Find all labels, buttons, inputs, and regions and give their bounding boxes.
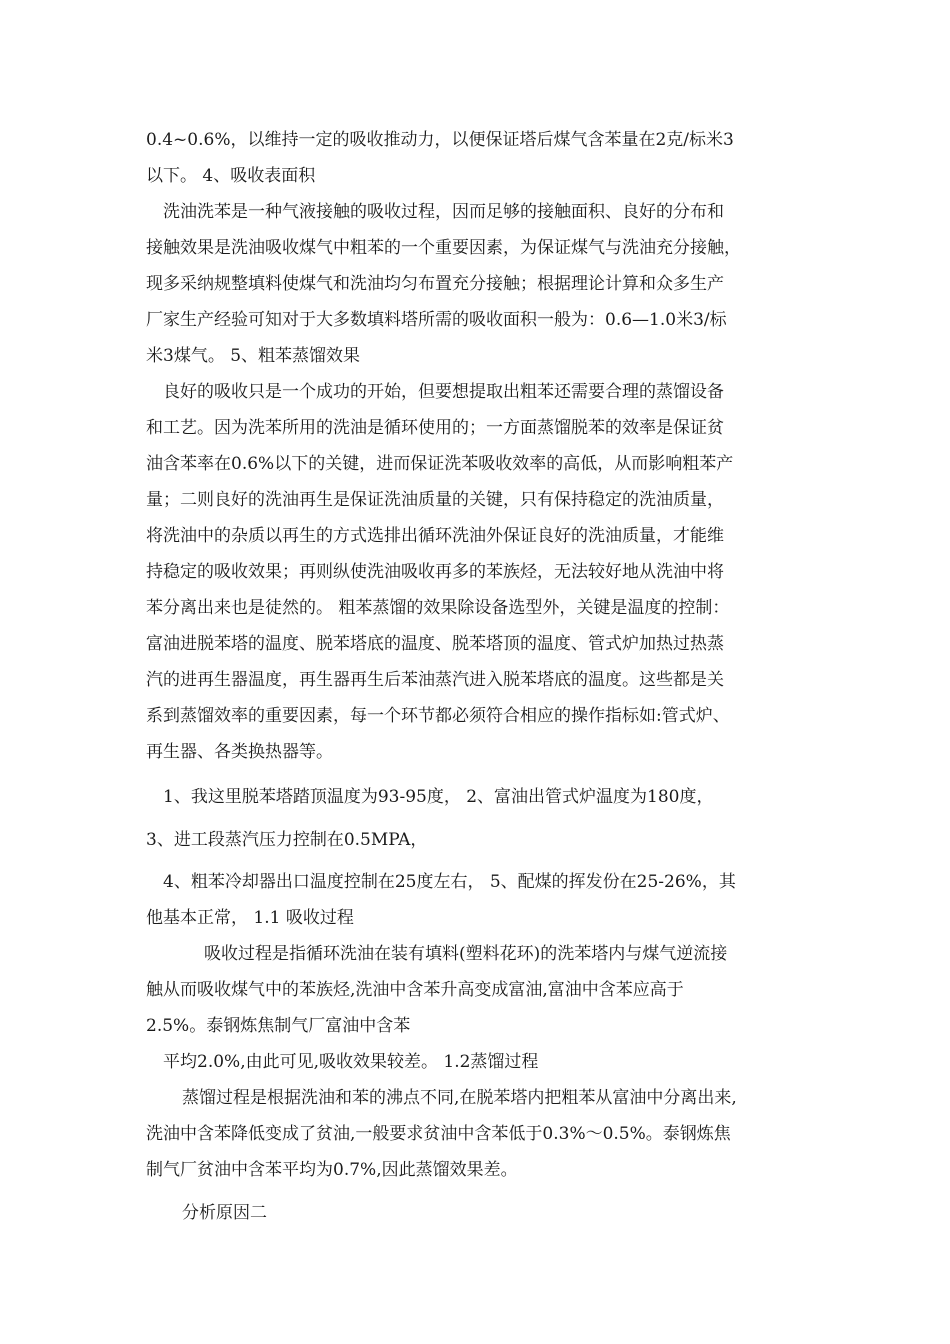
text-line: 洗油中含苯降低变成了贫油,一般要求贫油中含苯低于0.3%～0.5%。泰钢炼焦 <box>146 1124 731 1144</box>
text-line: 持稳定的吸收效果；再则纵使洗油吸收再多的苯族烃，无法较好地从洗油中将 <box>146 562 724 582</box>
text-line: 4、粗苯冷却器出口温度控制在25度左右， 5、配煤的挥发份在25-26%，其 <box>163 872 736 892</box>
text-line: 3、进工段蒸汽压力控制在0.5MPA， <box>146 830 428 850</box>
text-line: 接触效果是洗油吸收煤气中粗苯的一个重要因素，为保证煤气与洗油充分接触， <box>146 238 741 258</box>
text-line: 良好的吸收只是一个成功的开始，但要想提取出粗苯还需要合理的蒸馏设备 <box>163 382 724 402</box>
text-line: 平均2.0%,由此可见,吸收效果较差。 1.2蒸馏过程 <box>163 1052 539 1072</box>
text-line: 1、我这里脱苯塔踏顶温度为93-95度， 2、富油出管式炉温度为180度， <box>163 787 714 807</box>
text-line: 汽的进再生器温度，再生器再生后苯油蒸汽进入脱苯塔底的温度。这些都是关 <box>146 670 724 690</box>
text-line: 将洗油中的杂质以再生的方式选排出循环洗油外保证良好的洗油质量，才能维 <box>146 526 724 546</box>
text-line: 苯分离出来也是徒然的。 粗苯蒸馏的效果除设备选型外，关键是温度的控制： <box>146 598 730 618</box>
text-line: 2.5%。泰钢炼焦制气厂富油中含苯 <box>146 1016 411 1036</box>
text-line: 蒸馏过程是根据洗油和苯的沸点不同,在脱苯塔内把粗苯从富油中分离出来, <box>182 1088 737 1108</box>
text-line: 量；二则良好的洗油再生是保证洗油质量的关键，只有保持稳定的洗油质量， <box>146 490 724 510</box>
text-line: 厂家生产经验可知对于大多数填料塔所需的吸收面积一般为：0.6—1.0米3/标 <box>146 310 727 330</box>
text-line: 和工艺。因为洗苯所用的洗油是循环使用的；一方面蒸馏脱苯的效率是保证贫 <box>146 418 724 438</box>
text-line: 系到蒸馏效率的重要因素，每一个环节都必须符合相应的操作指标如:管式炉、 <box>146 706 730 726</box>
text-line: 洗油洗苯是一种气液接触的吸收过程，因而足够的接触面积、良好的分布和 <box>163 202 724 222</box>
text-line: 以下。 4、吸收表面积 <box>146 166 316 186</box>
text-line: 制气厂贫油中含苯平均为0.7%,因此蒸馏效果差。 <box>146 1160 518 1180</box>
text-line: 触从而吸收煤气中的苯族烃,洗油中含苯升高变成富油,富油中含苯应高于 <box>146 980 684 1000</box>
text-line: 现多采纳规整填料使煤气和洗油均匀布置充分接触；根据理论计算和众多生产 <box>146 274 724 294</box>
text-line: 油含苯率在0.6%以下的关键，进而保证洗苯吸收效率的高低，从而影响粗苯产 <box>146 454 734 474</box>
text-line: 0.4~0.6%，以维持一定的吸收推动力，以便保证塔后煤气含苯量在2克/标米3 <box>146 130 734 150</box>
text-line: 米3煤气。 5、粗苯蒸馏效果 <box>146 346 361 366</box>
text-line: 他基本正常， 1.1 吸收过程 <box>146 908 354 928</box>
text-line: 吸收过程是指循环洗油在装有填料(塑料花环)的洗苯塔内与煤气逆流接 <box>204 944 728 964</box>
text-line: 分析原因二 <box>182 1203 267 1223</box>
text-line: 再生器、各类换热器等。 <box>146 742 333 762</box>
text-line: 富油进脱苯塔的温度、脱苯塔底的温度、脱苯塔顶的温度、管式炉加热过热蒸 <box>146 634 724 654</box>
